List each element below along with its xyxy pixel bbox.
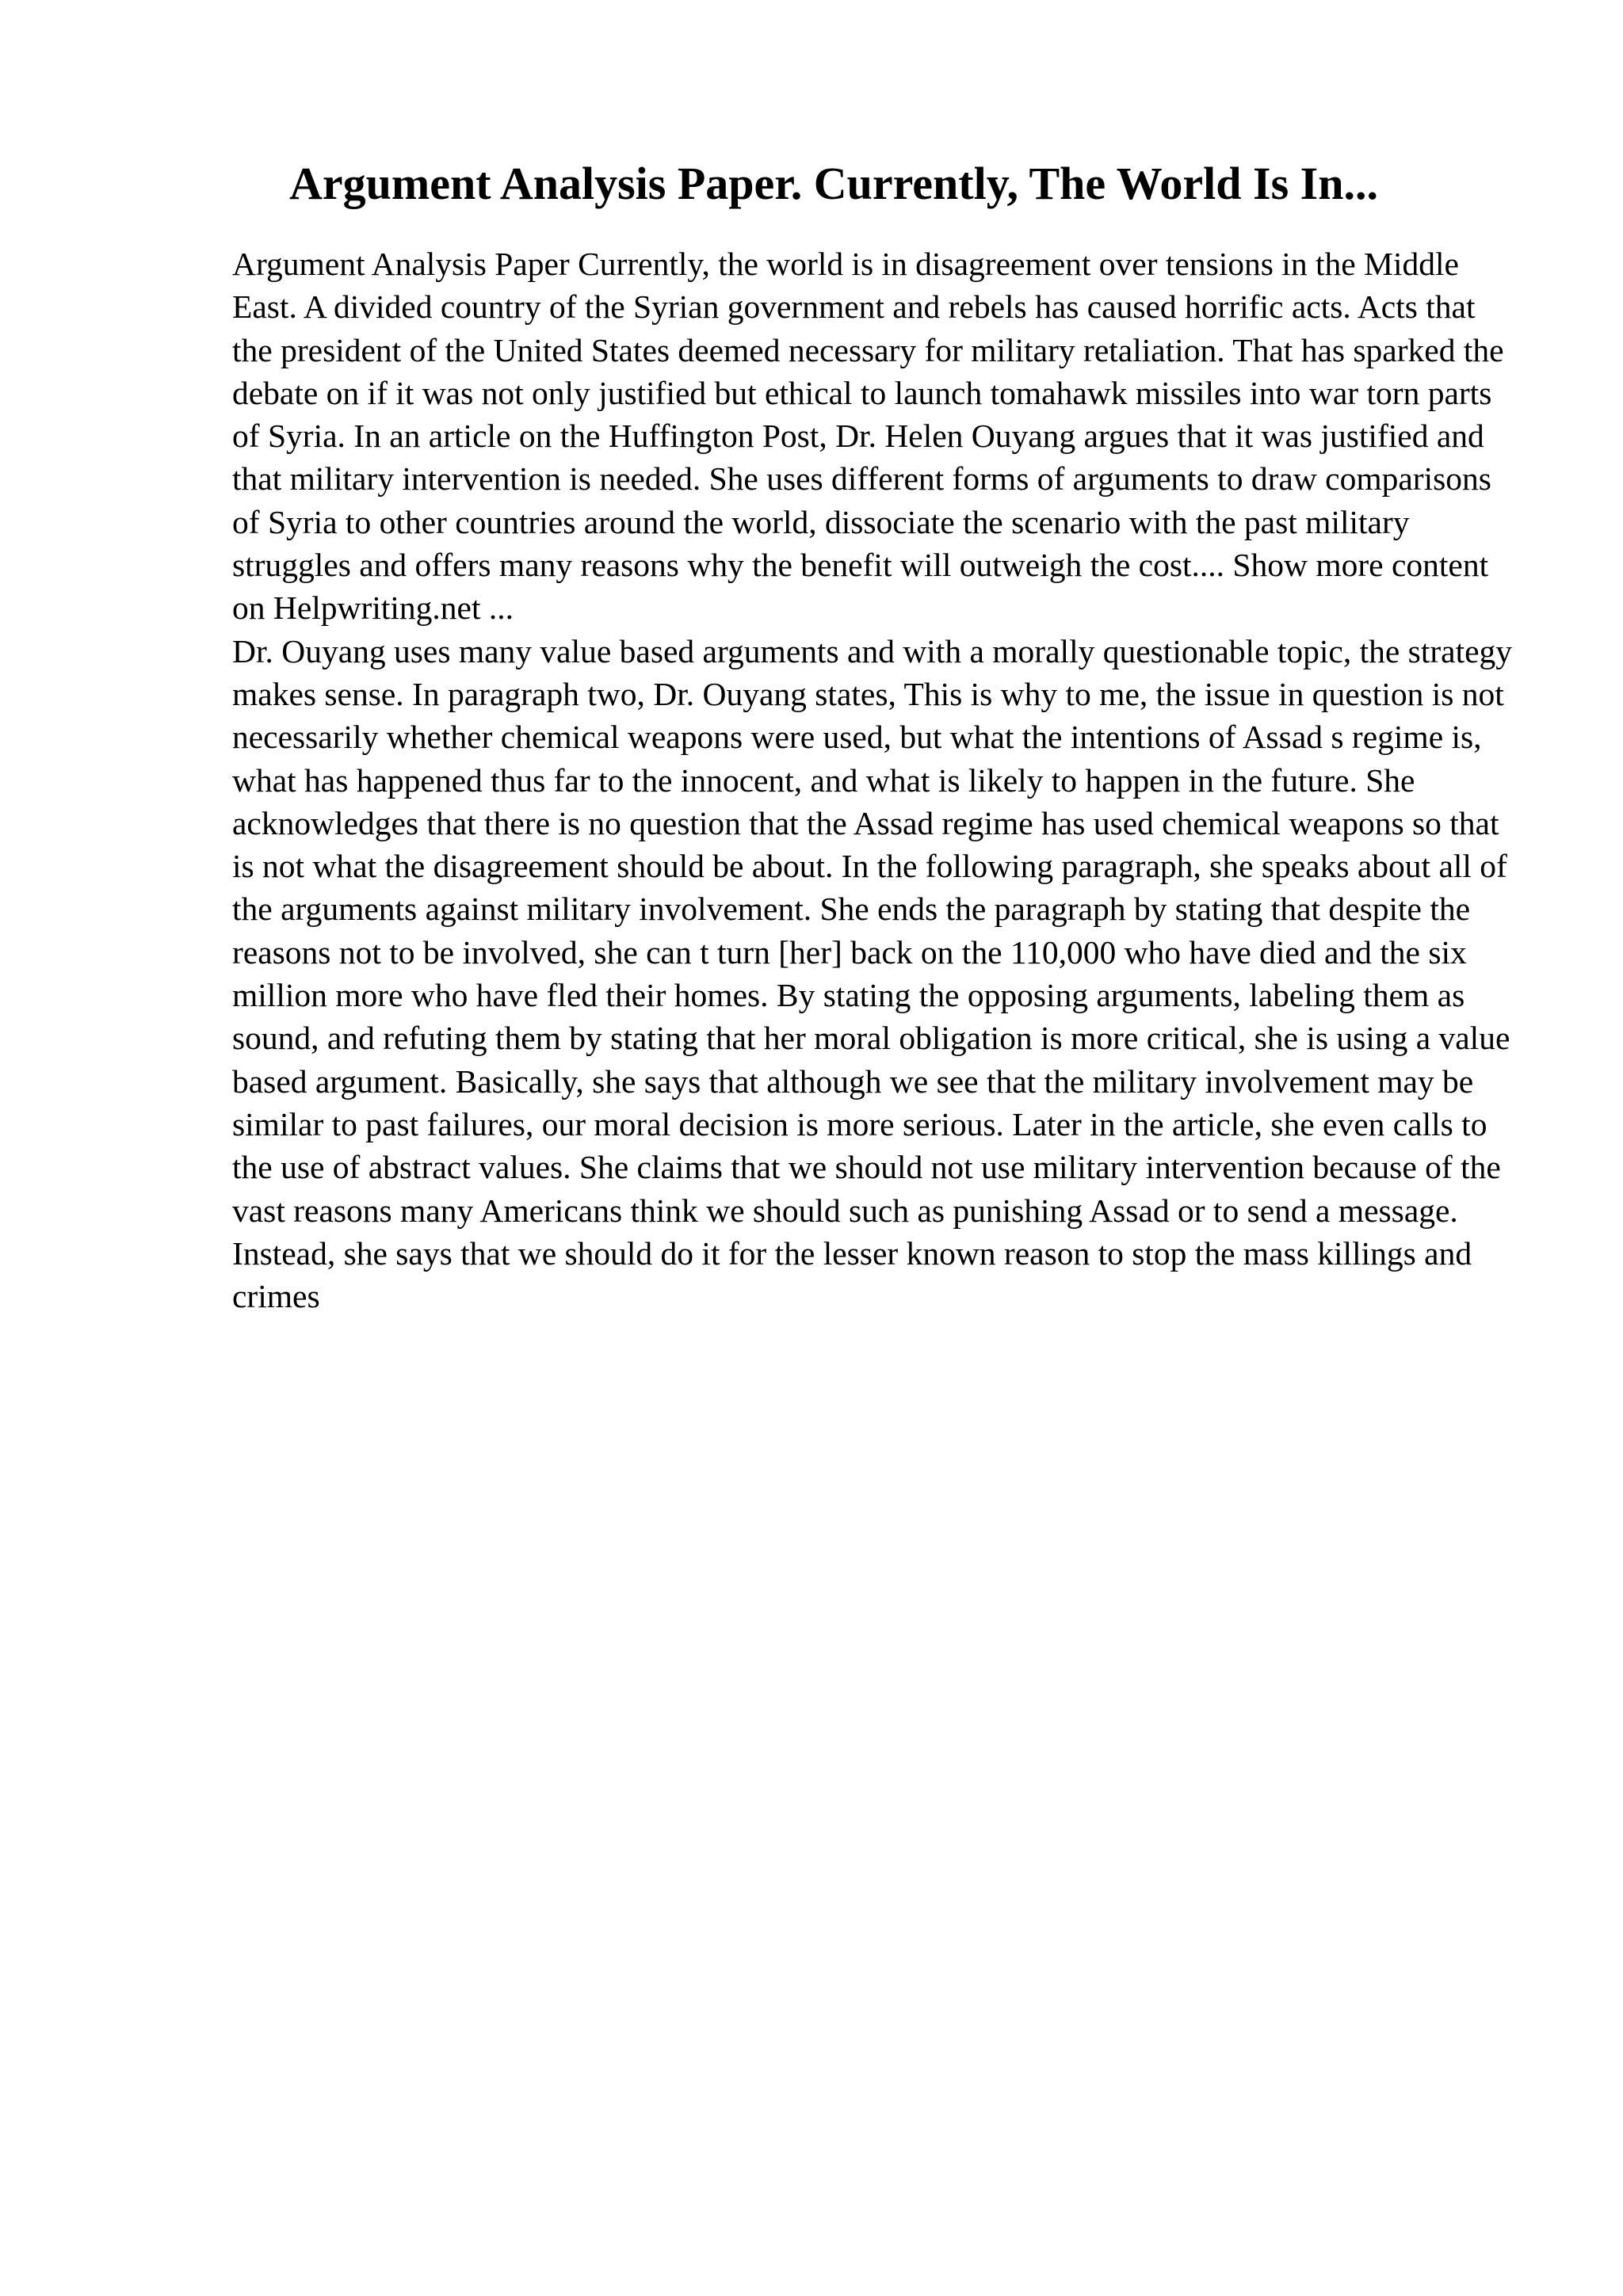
document-title: Argument Analysis Paper. Currently, The World Is In... [289, 158, 1378, 209]
document-body [232, 242, 1516, 1318]
paragraph-intro: Argument Analysis Paper Currently, the world is in disagreement over tensions in the Middle East. A divided country of the Syrian government and rebels has caused horrific acts. Acts that the president of the United States deemed necessary for military retaliation. That has sparked the debate on if it was not only justified but ethical to launch tomahawk missiles into war torn parts of Syria. In an article on the Huffington Post, Dr. Helen Ouyang argues that it was justified and that military intervention is needed. She uses different forms of arguments to draw comparisons of Syria to other countries around the world, dissociate the scenario with the past military struggles and offers many reasons why the benefit will outweigh the cost.... Show more content on Helpwriting.net ... [232, 246, 1504, 627]
paragraph-analysis: Dr. Ouyang uses many value based arguments and with a morally questionable topic, the strategy makes sense. In paragraph two, Dr. Ouyang states, This is why to me, the issue in question is not necessarily whether chemical weapons were used, but what the intentions of Assad s regime is, what has happened thus far to the innocent, and what is likely to happen in the future. She acknowledges that there is no question that the Assad regime has used chemical weapons so that is not what the disagreement should be about. In the following paragraph, she speaks about all of the arguments against military involvement. She ends the paragraph by stating that despite the reasons not to be involved, she can t turn [her] back on the 110,000 who have died and the six million more who have fled their homes. By stating the opposing arguments, labeling them as sound, and refuting them by stating that her moral obligation is more critical, she is using a value based argument. Basically, she says that although we see that the military involvement may be similar to past failures, our moral decision is more serious. Later in the article, she even calls to the use of abstract values. She claims that we should not use military intervention because of the vast reasons many Americans think we should such as punishing Assad or to send a message. Instead, she says that we should do it for the lesser known reason to stop the mass killings and crimes [232, 632, 1513, 1315]
